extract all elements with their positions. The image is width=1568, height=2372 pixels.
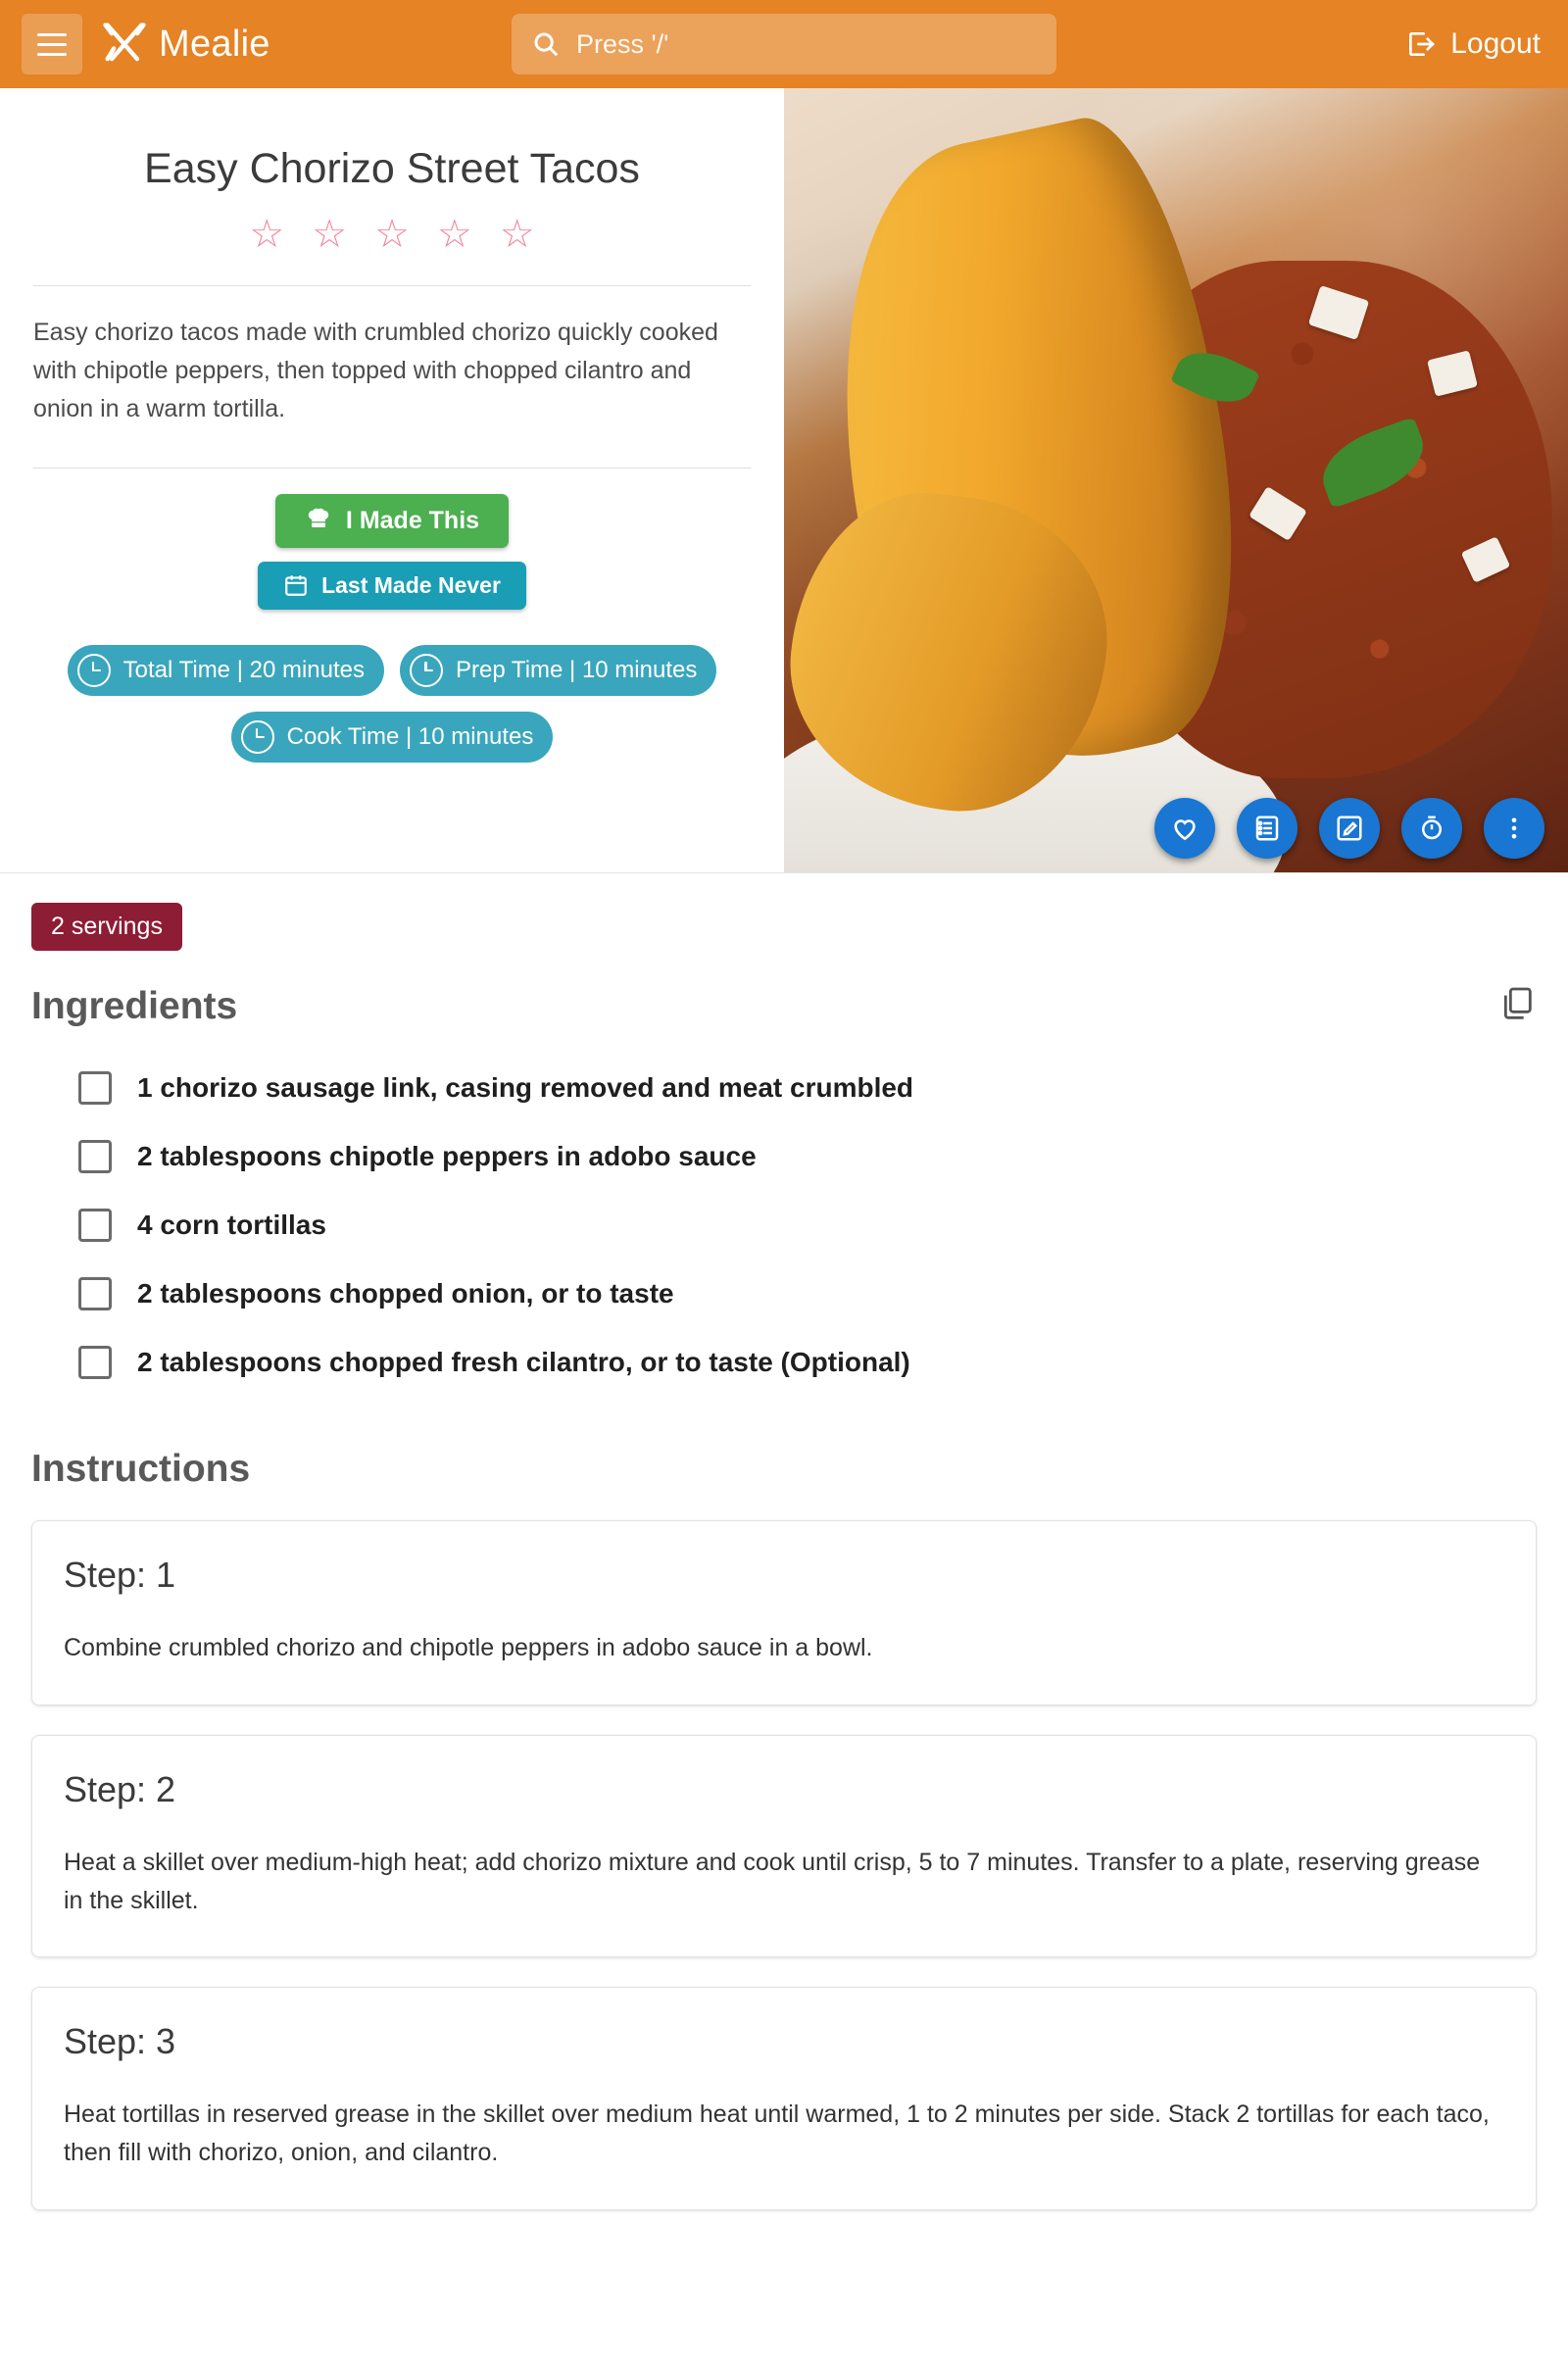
ingredient-item[interactable] <box>31 1191 1537 1260</box>
calendar-icon <box>283 572 309 598</box>
ingredient-label: 2 tablespoons chopped onion, or to taste <box>137 1278 674 1309</box>
step-text: Heat a skillet over medium-high heat; add chorizo mixture and cook until crisp, 5 to 7 minutes. Transfer to a plate, reserving grease in the skillet. <box>64 1848 1481 1914</box>
timer-icon[interactable] <box>1401 798 1462 859</box>
step-heading: Step: 1 <box>64 1555 176 1595</box>
step-heading: Step: 2 <box>64 1768 176 1809</box>
prep-time-label: Prep Time | 10 minutes <box>456 656 698 683</box>
total-time-label: Total Time | 20 minutes <box>122 656 365 683</box>
app-bar <box>0 0 1568 88</box>
recipe-notes-icon[interactable] <box>1237 798 1298 859</box>
menu-icon[interactable] <box>22 14 82 74</box>
chef-hat-icon <box>305 507 332 534</box>
rating-stars[interactable] <box>33 213 751 257</box>
ingredient-checkbox[interactable] <box>78 1071 112 1105</box>
copy-icon[interactable] <box>1497 984 1537 1028</box>
search-placeholder: Press '/' <box>576 28 669 59</box>
instruction-step-card[interactable] <box>31 1520 1537 1705</box>
ingredients-title: Ingredients <box>31 984 238 1027</box>
clock-icon <box>77 654 111 687</box>
recipe-action-fabs <box>1154 798 1544 859</box>
star-icon-5[interactable]: ☆ <box>499 213 535 257</box>
recipe-content <box>0 873 1568 2249</box>
logout-button[interactable] <box>1405 27 1541 61</box>
time-chips <box>33 645 751 763</box>
recipe-image <box>784 88 1568 872</box>
recipe-hero <box>0 88 1568 873</box>
cook-time-label: Cook Time | 10 minutes <box>286 722 534 750</box>
ingredient-item[interactable] <box>31 1260 1537 1328</box>
clock-icon <box>241 720 274 754</box>
favorite-heart-icon[interactable] <box>1154 798 1215 859</box>
edit-icon[interactable] <box>1319 798 1380 859</box>
prep-time-chip[interactable] <box>400 645 716 696</box>
divider-top <box>33 285 751 286</box>
last-made-button[interactable] <box>258 562 526 610</box>
step-text: Combine crumbled chorizo and chipotle peppers in adobo sauce in a bowl. <box>64 1634 873 1661</box>
clock-icon <box>410 654 443 687</box>
instruction-step-card[interactable] <box>31 1735 1537 1958</box>
star-icon-1[interactable]: ☆ <box>249 213 285 257</box>
star-icon-3[interactable]: ☆ <box>374 213 410 257</box>
divider-bottom <box>33 468 751 469</box>
star-icon-2[interactable]: ☆ <box>312 213 348 257</box>
ingredient-checkbox[interactable] <box>78 1277 112 1310</box>
logout-label: Logout <box>1450 27 1541 60</box>
step-heading: Step: 3 <box>64 2021 176 2062</box>
instruction-step-card[interactable] <box>31 1987 1537 2210</box>
step-text: Heat tortillas in reserved grease in the skillet over medium heat until warmed, 1 to 2 minutes per side. Stack 2 tortillas for each taco, then fill with chorizo, onion, and cilantro. <box>64 2100 1490 2166</box>
total-time-chip[interactable] <box>68 645 384 696</box>
recipe-summary-panel <box>0 88 784 872</box>
page-title: Easy Chorizo Street Tacos <box>144 145 640 192</box>
ingredient-item[interactable] <box>31 1122 1537 1191</box>
app-title: Mealie <box>159 23 270 65</box>
ingredient-item[interactable] <box>31 1054 1537 1122</box>
ingredient-label: 4 corn tortillas <box>137 1210 326 1240</box>
logout-icon <box>1405 28 1437 60</box>
search-icon <box>531 29 561 59</box>
ingredient-checkbox[interactable] <box>78 1140 112 1173</box>
ingredient-checkbox[interactable] <box>78 1346 112 1379</box>
ingredient-item[interactable] <box>31 1328 1537 1397</box>
ingredients-list <box>31 1054 1537 1397</box>
search-input[interactable] <box>512 14 1056 74</box>
servings-badge[interactable]: 2 servings <box>31 903 182 951</box>
ingredient-label: 2 tablespoons chipotle peppers in adobo sauce <box>137 1141 757 1171</box>
recipe-description: Easy chorizo tacos made with crumbled chorizo quickly cooked with chipotle peppers, then topped with chopped cilantro and onion in a warm tortilla. <box>33 319 718 422</box>
star-icon-4[interactable]: ☆ <box>436 213 472 257</box>
last-made-label: Last Made Never <box>321 571 501 598</box>
i-made-this-button[interactable] <box>275 494 509 548</box>
more-options-icon[interactable] <box>1484 798 1544 859</box>
ingredient-label: 1 chorizo sausage link, casing removed and meat crumbled <box>137 1072 914 1103</box>
instructions-title: Instructions <box>31 1448 251 1490</box>
ingredient-checkbox[interactable] <box>78 1209 112 1242</box>
i-made-this-label: I Made This <box>345 506 480 534</box>
action-buttons <box>33 494 751 610</box>
ingredient-label: 2 tablespoons chopped fresh cilantro, or to taste (Optional) <box>137 1347 910 1377</box>
mealie-logo-icon <box>96 16 153 73</box>
cook-time-chip[interactable] <box>231 712 554 763</box>
ingredients-header <box>31 984 1537 1028</box>
taco-photo <box>784 88 1568 872</box>
